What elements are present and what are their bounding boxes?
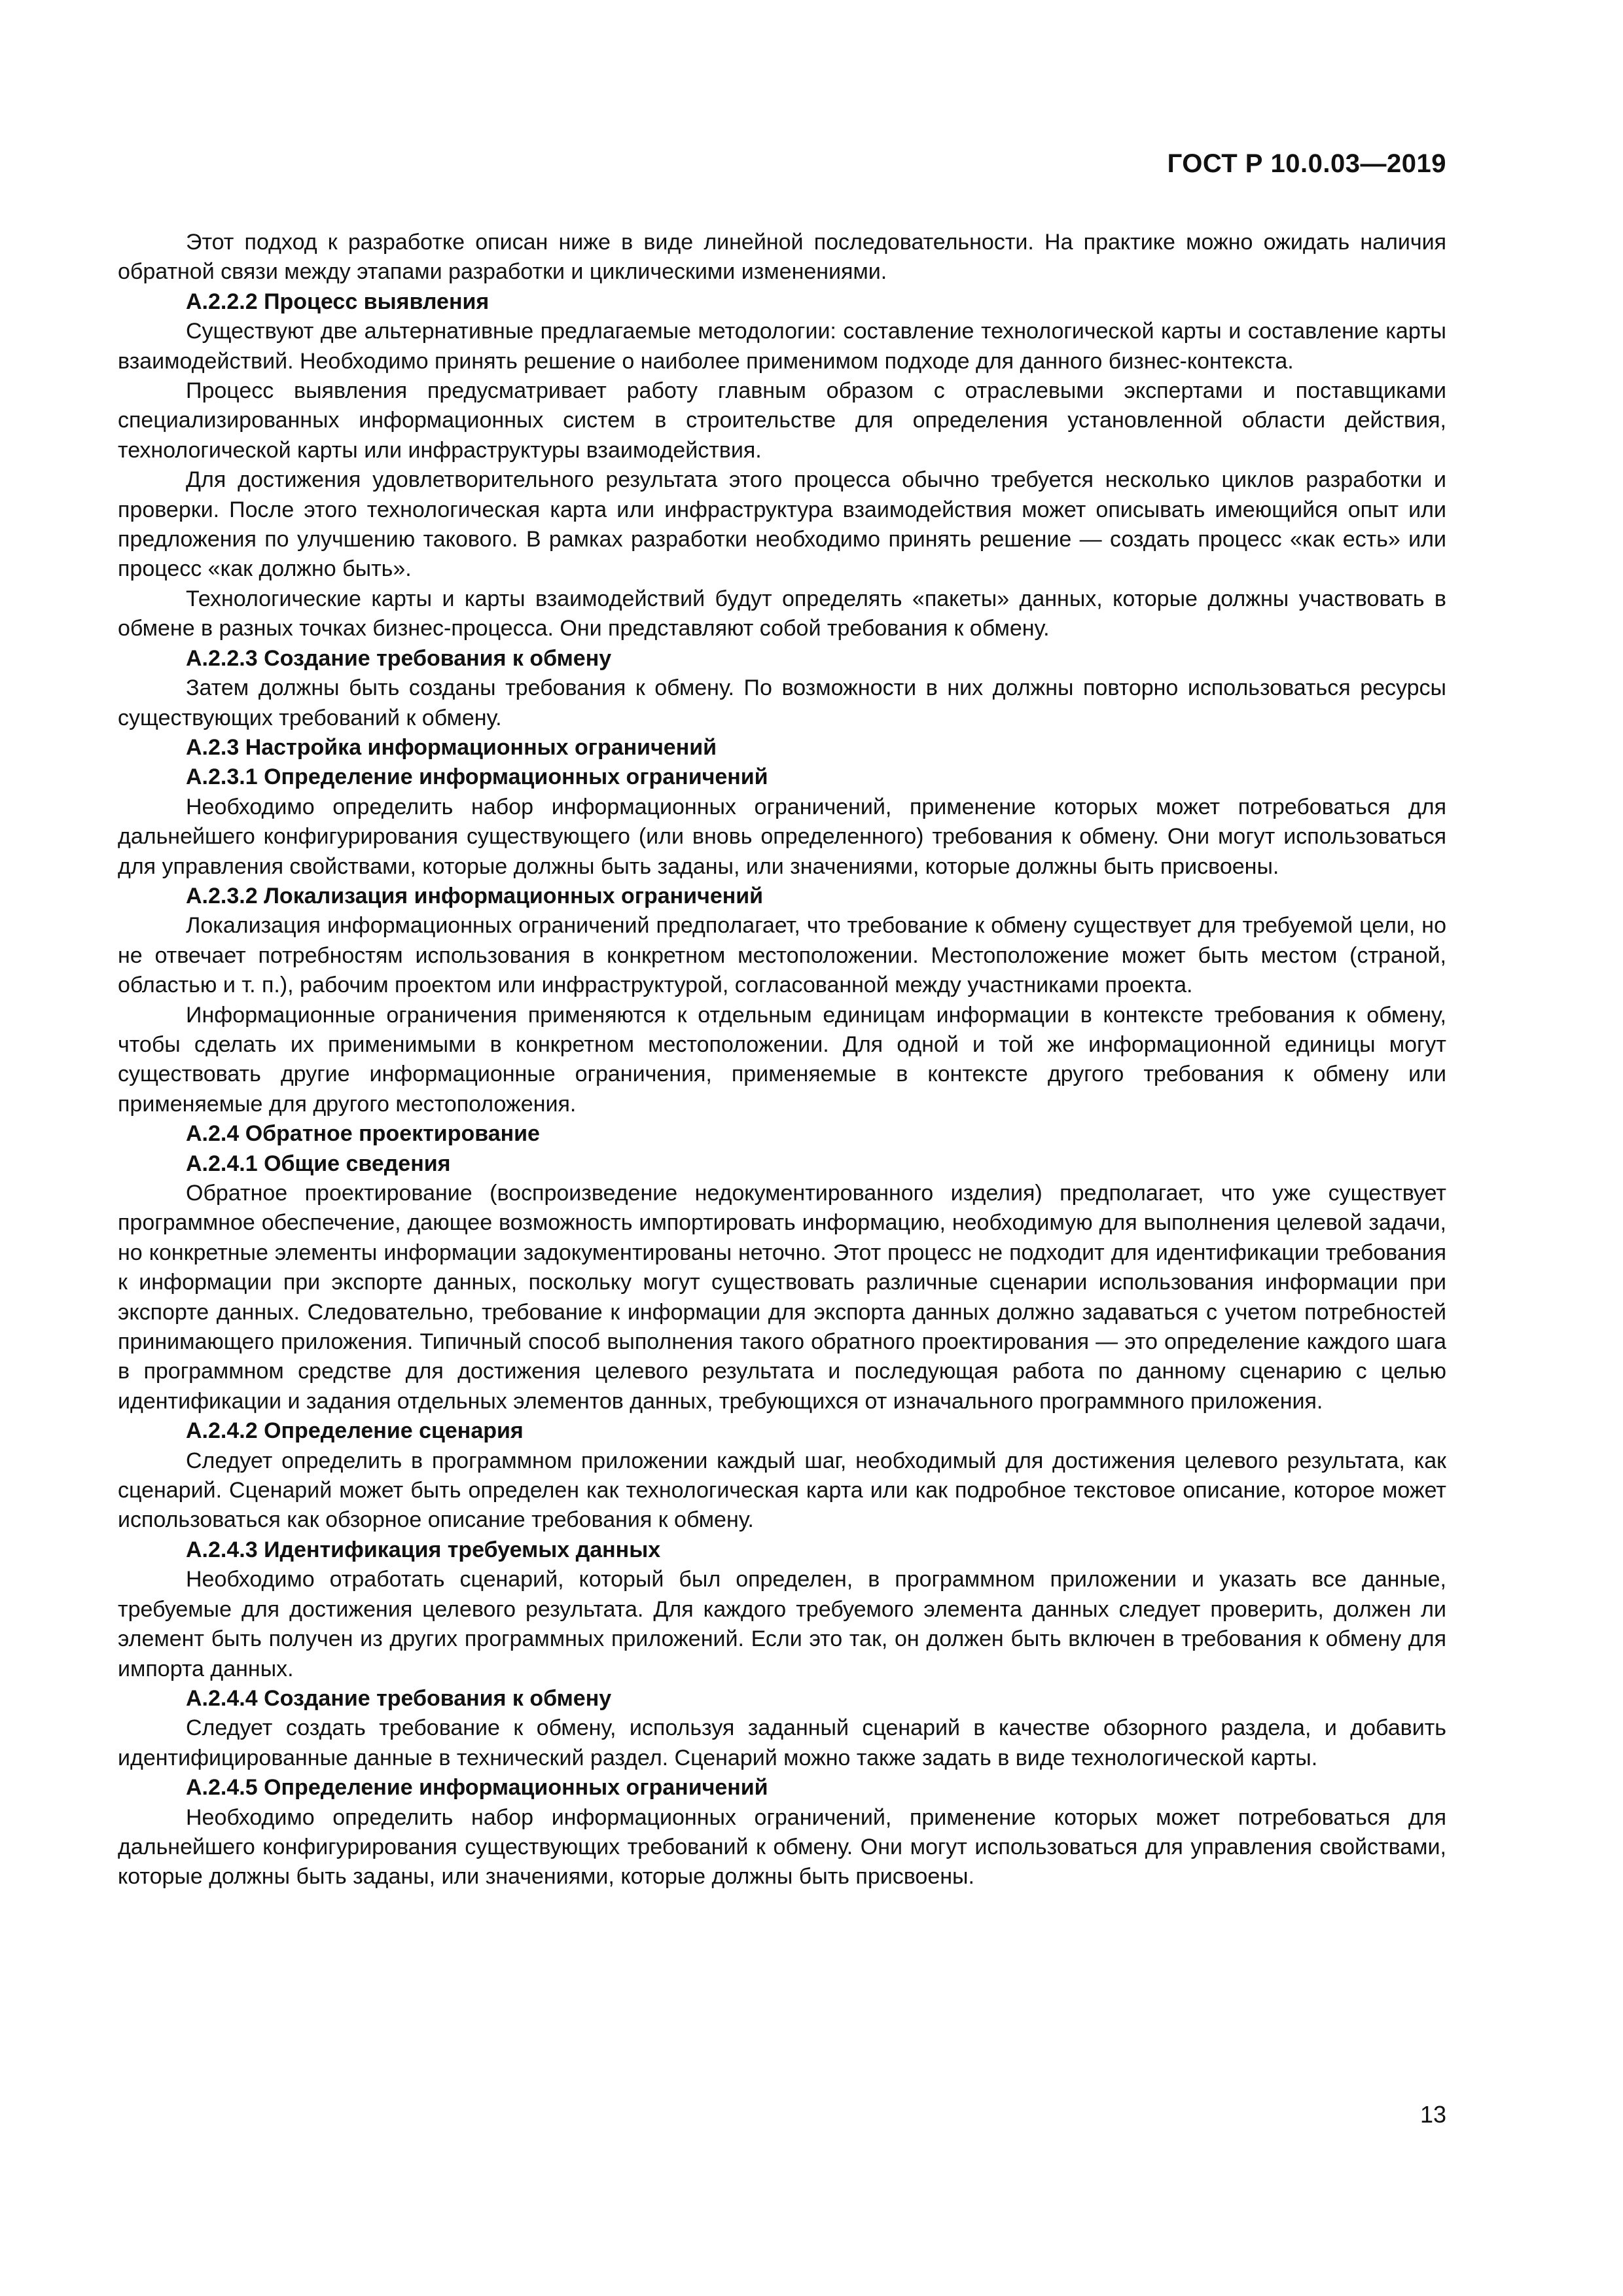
section-heading: А.2.3.2 Локализация информационных ограничений [186,883,764,908]
section-heading: А.2.3.1 Определение информационных ограничений [186,764,768,790]
paragraph: Необходимо определить набор информационных ограничений, применение которых может потребоваться для дальнейшего конфигурирования существующего (или вновь определенного) требования к обмену. Они могут использоваться для управления свойствами, которые должны быть заданы, или значениями, которые должны быть присвоены. [118,794,1446,879]
paragraph: Процесс выявления предусматривает работу главным образом с отраслевыми экспертами и поставщиками специализированных информационных систем в строительстве для определения установленной области действия, технологической карты или инфраструктуры взаимодействия. [118,378,1446,463]
paragraph: Технологические карты и карты взаимодействий будут определять «пакеты» данных, которые должны участвовать в обмене в разных точках бизнес-процесса. Они представляют собой требования к обмену. [118,586,1446,641]
section-heading: А.2.4 Обратное проектирование [186,1121,540,1147]
section-heading: А.2.4.2 Определение сценария [186,1418,524,1444]
paragraph: Следует создать требование к обмену, используя заданный сценарий в качестве обзорного раздела, и добавить идентифицированные данные в технический раздел. Сценарий можно также задать в виде технологической карты. [118,1715,1446,1770]
paragraph: Этот подход к разработке описан ниже в виде линейной последовательности. На практике можно ожидать наличия обратной связи между этапами разработки и циклическими изменениями. [118,230,1446,285]
section-heading: А.2.3 Настройка информационных ограничений [186,734,717,760]
paragraph: Следует определить в программном приложении каждый шаг, необходимый для достижения целевого результата, как сценарий. Сценарий может быть определен как технологическая карта или как подробное текстовое описание, которое может использоваться как обзорное описание требования к обмену. [118,1448,1446,1533]
paragraph: Локализация информационных ограничений предполагает, что требование к обмену существует для требуемой цели, но не отвечает потребностям использования в конкретном местоположении. Местоположение может быть местом (страной, областью и т. п.), рабочим проектом или инфраструктурой, согласованной между участниками проекта. [118,913,1446,998]
paragraph: Для достижения удовлетворительного результата этого процесса обычно требуется несколько циклов разработки и проверки. После этого технологическая карта или инфраструктура взаимодействия может описывать имеющийся опыт или предложения по улучшению такового. В рамках разработки необходимо принять решение — создать процесс «как есть» или процесс «как должно быть». [118,467,1446,582]
paragraph: Существуют две альтернативные предлагаемые методологии: составление технологической карты и составление карты взаимодействий. Необходимо принять решение о наиболее применимом подходе для данного бизнес-контекста. [118,319,1446,374]
document-code: ГОСТ Р 10.0.03—2019 [1167,149,1446,178]
paragraph: Необходимо определить набор информационных ограничений, применение которых может потребоваться для дальнейшего конфигурирования существующих требований к обмену. Они могут использоваться для управления свойствами, которые должны быть заданы, или значениями, которые должны быть присвоены. [118,1804,1446,1890]
section-heading: А.2.2.3 Создание требования к обмену [186,645,612,671]
section-heading: А.2.4.5 Определение информационных ограничений [186,1775,768,1801]
section-heading: А.2.4.4 Создание требования к обмену [186,1685,612,1711]
document-body [118,228,1446,1892]
page-number: 13 [1419,2101,1446,2128]
section-heading: А.2.4.3 Идентификация требуемых данных [186,1537,661,1562]
section-heading: А.2.2.2 Процесс выявления [186,289,490,314]
paragraph: Информационные ограничения применяются к отдельным единицам информации в контексте требования к обмену, чтобы сделать их применимыми в конкретном местоположении. Для одной и той же информационной единицы могут существовать другие информационные ограничения, применяемые в контексте другого требования к обмену или применяемые для другого местоположения. [118,1002,1446,1117]
section-heading: А.2.4.1 Общие сведения [186,1151,451,1176]
paragraph: Необходимо отработать сценарий, который был определен, в программном приложении и указать все данные, требуемые для достижения целевого результата. Для каждого требуемого элемента данных следует проверить, должен ли элемент быть получен из других программных приложений. Если это так, он должен быть включен в требования к обмену для импорта данных. [118,1567,1446,1681]
paragraph: Затем должны быть созданы требования к обмену. По возможности в них должны повторно использоваться ресурсы существующих требований к обмену. [118,675,1446,730]
paragraph: Обратное проектирование (воспроизведение недокументированного изделия) предполагает, что уже существует программное обеспечение, дающее возможность импортировать информацию, необходимую для выполнения целевой задачи, но конкретные элементы информации задокументированы неточно. Этот процесс не подходит для идентификации требования к информации при экспорте данных, поскольку могут существовать различные сценарии использования информации при экспорте данных. Следовательно, требование к информации для экспорта данных должно задаваться с учетом потребностей принимающего приложения. Типичный способ выполнения такого обратного проектирования — это определение каждого шага в программном средстве для достижения целевого результата и последующая работа по данному сценарию с целью идентификации и задания отдельных элементов данных, требующихся от изначального программного приложения. [118,1181,1446,1414]
